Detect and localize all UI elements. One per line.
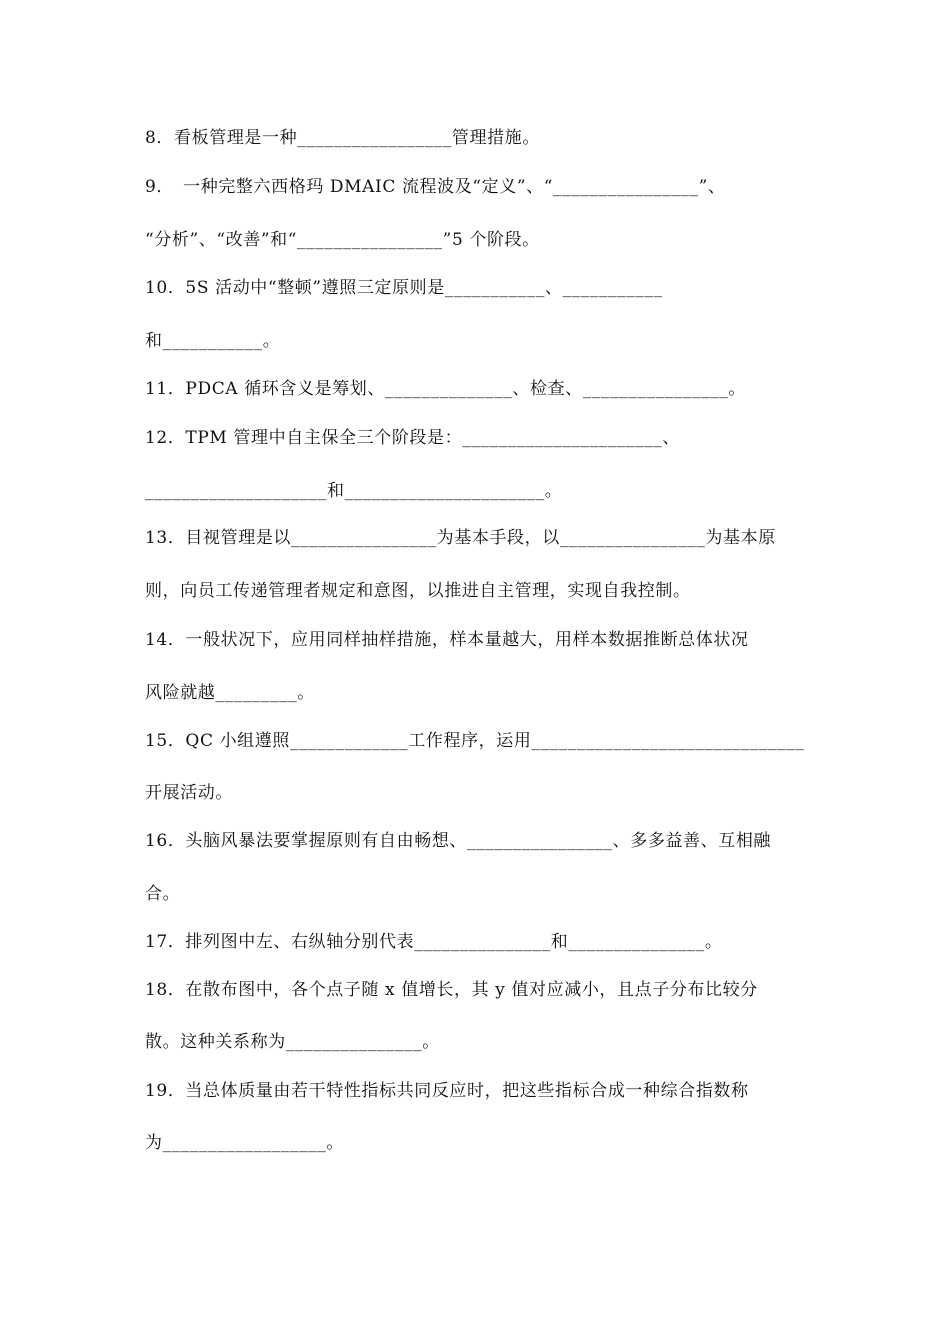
question-16-line-1: 16．头脑风暴法要掌握原则有自由畅想、________________、多多益善、互相融 [145,831,772,851]
question-9-line-1: 9． 一种完整六西格玛 DMAIC 流程波及“定义”、“________________”、 [145,177,726,197]
question-12-line-2: ____________________和______________________。 [145,481,563,501]
question-18-line-1: 18．在散布图中，各个点子随 x 值增长，其 y 值对应减小，且点子分布比较分 [145,980,758,1000]
question-9-line-2: “分析”、“改善”和“________________”5 个阶段。 [145,230,540,250]
question-8: 8．看板管理是一种_________________管理措施。 [145,128,540,148]
question-13-line-1: 13．目视管理是以________________为基本手段，以________________为基本原 [145,528,776,548]
question-19-line-1: 19．当总体质量由若干特性指标共同反应时，把这些指标合成一种综合指数称 [145,1081,749,1101]
question-14-line-2: 风险就越_________。 [145,683,315,703]
question-15-line-1: 15．QC 小组遵照_____________工作程序，运用______________________________ [145,731,805,751]
question-10-line-2: 和___________。 [145,331,281,351]
question-12-line-1: 12．TPM 管理中自主保全三个阶段是：______________________、 [145,428,681,448]
question-19-line-2: 为__________________。 [145,1133,344,1153]
question-15-line-2: 开展活动。 [145,783,233,803]
question-14-line-1: 14．一般状况下，应用同样抽样措施，样本量越大，用样本数据推断总体状况 [145,630,749,650]
question-18-line-2: 散。这种关系称为_______________。 [145,1032,440,1052]
question-10-line-1: 10．5S 活动中“整顿”遵照三定原则是___________、___________ [145,278,663,298]
question-16-line-2: 合。 [145,884,181,904]
question-11: 11．PDCA 循环含义是筹划、______________、检查、________________。 [145,379,746,399]
question-17: 17．排列图中左、右纵轴分别代表_______________和_______________。 [145,932,723,952]
question-13-line-2: 则，向员工传递管理者规定和意图，以推进自主管理，实现自我控制。 [145,581,691,601]
